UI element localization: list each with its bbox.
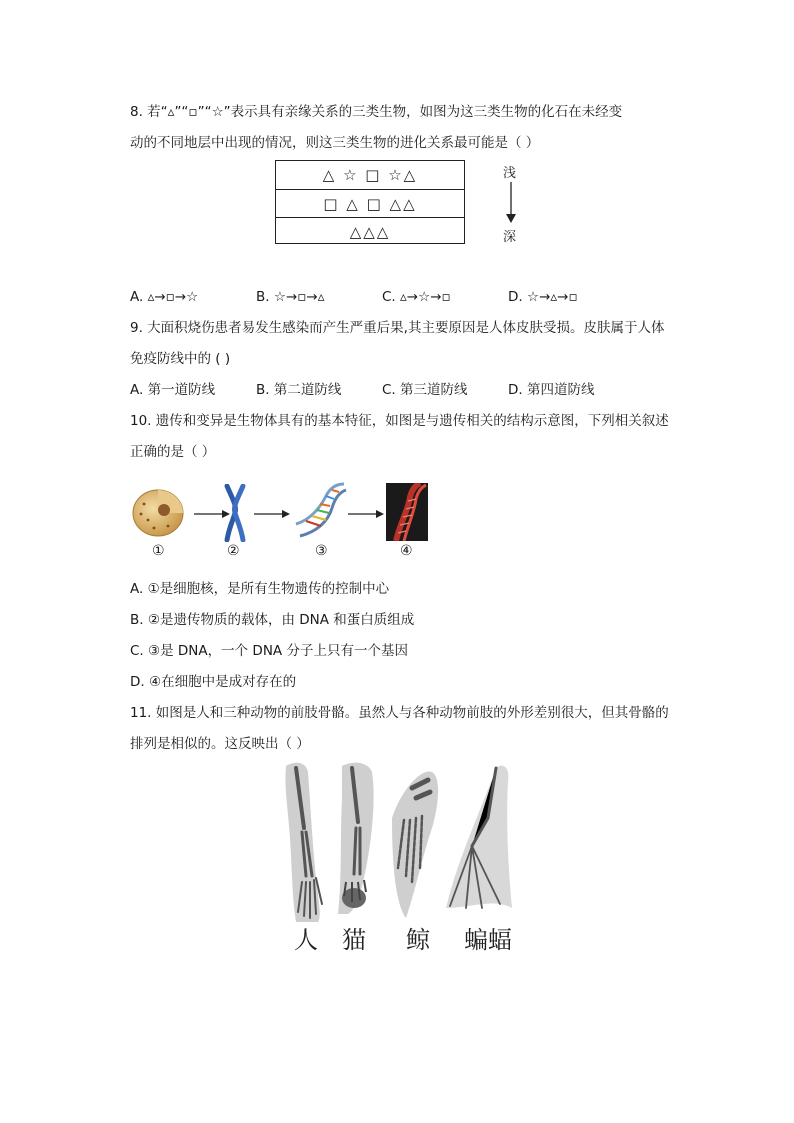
animal-label-human: 人 <box>294 926 318 954</box>
arrow-right-icon <box>348 509 384 519</box>
animal-label-cat: 猫 <box>342 926 366 954</box>
q8-option-c[interactable]: C. ▵→☆→▫ <box>382 289 451 305</box>
q9-option-d[interactable]: D. 第四道防线 <box>508 382 595 398</box>
genetics-structure-figure <box>130 482 440 562</box>
q11-stem-line2: 排列是相似的。这反映出（ ） <box>130 736 310 752</box>
depth-arrow-icon <box>505 182 517 224</box>
shallow-label: 浅 <box>503 166 517 181</box>
label-2: ② <box>227 543 240 559</box>
q10-option-b[interactable]: B. ②是遗传物质的载体，由 DNA 和蛋白质组成 <box>130 612 415 628</box>
q9-stem-line2: 免疫防线中的 ( ) <box>130 351 231 367</box>
q9-option-a[interactable]: A. 第一道防线 <box>130 382 216 398</box>
cell-icon <box>132 488 186 538</box>
fossil-strata-diagram <box>275 160 465 244</box>
q10-stem-line1: 10. 遗传和变异是生物体具有的基本特征，如图是与遗传相关的结构示意图，下列相关叙述 <box>130 413 669 429</box>
strata-layer-bottom: △△△ <box>276 217 464 245</box>
q10-option-d[interactable]: D. ④在细胞中是成对存在的 <box>130 674 297 690</box>
animal-label-bat: 蝙蝠 <box>464 926 512 954</box>
q9-option-c[interactable]: C. 第三道防线 <box>382 382 468 398</box>
label-1: ① <box>152 543 165 559</box>
chromosome-icon <box>223 484 247 542</box>
label-4: ④ <box>400 543 413 559</box>
forelimb-bones-icon <box>282 758 514 924</box>
q11-stem-line1: 11. 如图是人和三种动物的前肢骨骼。虽然人与各种动物前肢的外形差别很大，但其骨骼的 <box>130 705 669 721</box>
strata-layer-middle: □ △ □ △△ <box>276 189 464 217</box>
q9-stem-line1: 9. 大面积烧伤患者易发生感染而产生严重后果,其主要原因是人体皮肤受损。皮肤属于人体 <box>130 320 665 336</box>
forelimb-skeleton-figure <box>282 758 514 954</box>
q8-stem-line2: 动的不同地层中出现的情况，则这三类生物的进化关系最可能是（ ） <box>130 135 540 151</box>
q10-option-a[interactable]: A. ①是细胞核，是所有生物遗传的控制中心 <box>130 581 390 597</box>
q9-option-b[interactable]: B. 第二道防线 <box>256 382 342 398</box>
strata-layer-top: △ ☆ □ ☆△ <box>322 166 418 184</box>
gene-image-icon <box>386 483 428 541</box>
q8-option-a[interactable]: A. ▵→▫→☆ <box>130 289 199 305</box>
arrow-right-icon <box>254 509 290 519</box>
dna-helix-icon <box>290 482 348 542</box>
label-3: ③ <box>315 543 328 559</box>
q10-stem-line2: 正确的是（ ） <box>130 444 216 460</box>
q8-option-d[interactable]: D. ☆→▵→▫ <box>508 289 578 305</box>
animal-label-whale: 鲸 <box>406 926 430 954</box>
q10-option-c[interactable]: C. ③是 DNA，一个 DNA 分子上只有一个基因 <box>130 643 408 659</box>
deep-label: 深 <box>503 230 517 245</box>
q8-stem-line1: 8. 若“▵”“▫”“☆”表示具有亲缘关系的三类生物，如图为这三类生物的化石在未经变 <box>130 104 623 120</box>
q8-option-b[interactable]: B. ☆→▫→▵ <box>256 289 325 305</box>
